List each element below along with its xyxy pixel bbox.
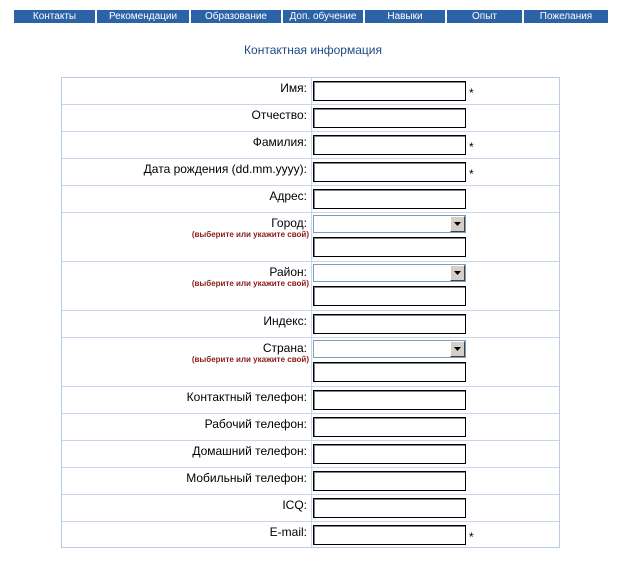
email-label: E-mail: (269, 525, 307, 539)
city-label: Город: (271, 216, 307, 230)
required-mark: * (469, 167, 474, 181)
patronymic-label: Отчество: (251, 108, 307, 122)
required-mark: * (469, 140, 474, 154)
form-row-home-phone (62, 441, 559, 468)
form-row-email (62, 522, 559, 547)
patronymic-input[interactable] (313, 108, 466, 128)
form-row-contact-phone (62, 387, 559, 414)
country-select[interactable] (313, 340, 466, 358)
country-custom-input[interactable] (313, 362, 466, 382)
district-select[interactable] (313, 264, 466, 282)
birth-date-input[interactable] (313, 162, 466, 182)
postal-code-label: Индекс: (263, 314, 307, 328)
address-label: Адрес: (269, 189, 307, 203)
form-row-birth-date (62, 159, 559, 186)
tab-extra-education[interactable]: Доп. обучение (283, 10, 363, 23)
tab-recommendations[interactable]: Рекомендации (97, 10, 189, 23)
tab-experience[interactable]: Опыт (447, 10, 522, 23)
icq-input[interactable] (313, 498, 466, 518)
form-row-city (62, 213, 559, 262)
birth-date-label: Дата рождения (dd.mm.yyyy): (143, 162, 307, 176)
select-hint: (выберите или укажите свой) (191, 279, 309, 288)
mobile-phone-label: Мобильный телефон: (186, 471, 307, 485)
form-row-first-name (62, 78, 559, 105)
form-row-patronymic (62, 105, 559, 132)
form-row-postal-code (62, 311, 559, 338)
address-input[interactable] (313, 189, 466, 209)
contact-form (61, 77, 560, 548)
home-phone-label: Домашний телефон: (192, 444, 307, 458)
tab-wishes[interactable]: Пожелания (524, 10, 608, 23)
tab-contacts[interactable]: Контакты (14, 10, 95, 23)
contact-phone-label: Контактный телефон: (186, 390, 307, 404)
select-hint: (выберите или укажите свой) (191, 230, 309, 239)
country-label: Страна: (262, 341, 307, 355)
work-phone-label: Рабочий телефон: (204, 417, 307, 431)
required-mark: * (469, 530, 474, 544)
city-select[interactable] (313, 215, 466, 233)
home-phone-input[interactable] (313, 444, 466, 464)
postal-code-input[interactable] (313, 314, 466, 334)
district-custom-input[interactable] (313, 286, 466, 306)
required-mark: * (469, 86, 474, 100)
chevron-down-icon[interactable] (450, 216, 465, 232)
chevron-down-icon[interactable] (450, 265, 465, 281)
mobile-phone-input[interactable] (313, 471, 466, 491)
select-hint: (выберите или укажите свой) (191, 355, 309, 364)
city-custom-input[interactable] (313, 237, 466, 257)
form-row-last-name (62, 132, 559, 159)
first-name-label: Имя: (280, 81, 307, 95)
contact-phone-input[interactable] (313, 390, 466, 410)
district-label: Район: (269, 265, 307, 279)
form-row-address (62, 186, 559, 213)
form-row-country (62, 338, 559, 387)
work-phone-input[interactable] (313, 417, 466, 437)
form-row-icq (62, 495, 559, 522)
icq-label: ICQ: (282, 498, 307, 512)
form-row-work-phone (62, 414, 559, 441)
email-input[interactable] (313, 525, 466, 545)
form-row-district (62, 262, 559, 311)
first-name-input[interactable] (313, 81, 466, 101)
last-name-label: Фамилия: (252, 135, 307, 149)
chevron-down-icon[interactable] (450, 341, 465, 357)
page-title: Контактная информация (244, 43, 382, 57)
tab-education[interactable]: Образование (191, 10, 281, 23)
last-name-input[interactable] (313, 135, 466, 155)
top-navigation (14, 10, 608, 23)
form-row-mobile-phone (62, 468, 559, 495)
tab-skills[interactable]: Навыки (365, 10, 445, 23)
